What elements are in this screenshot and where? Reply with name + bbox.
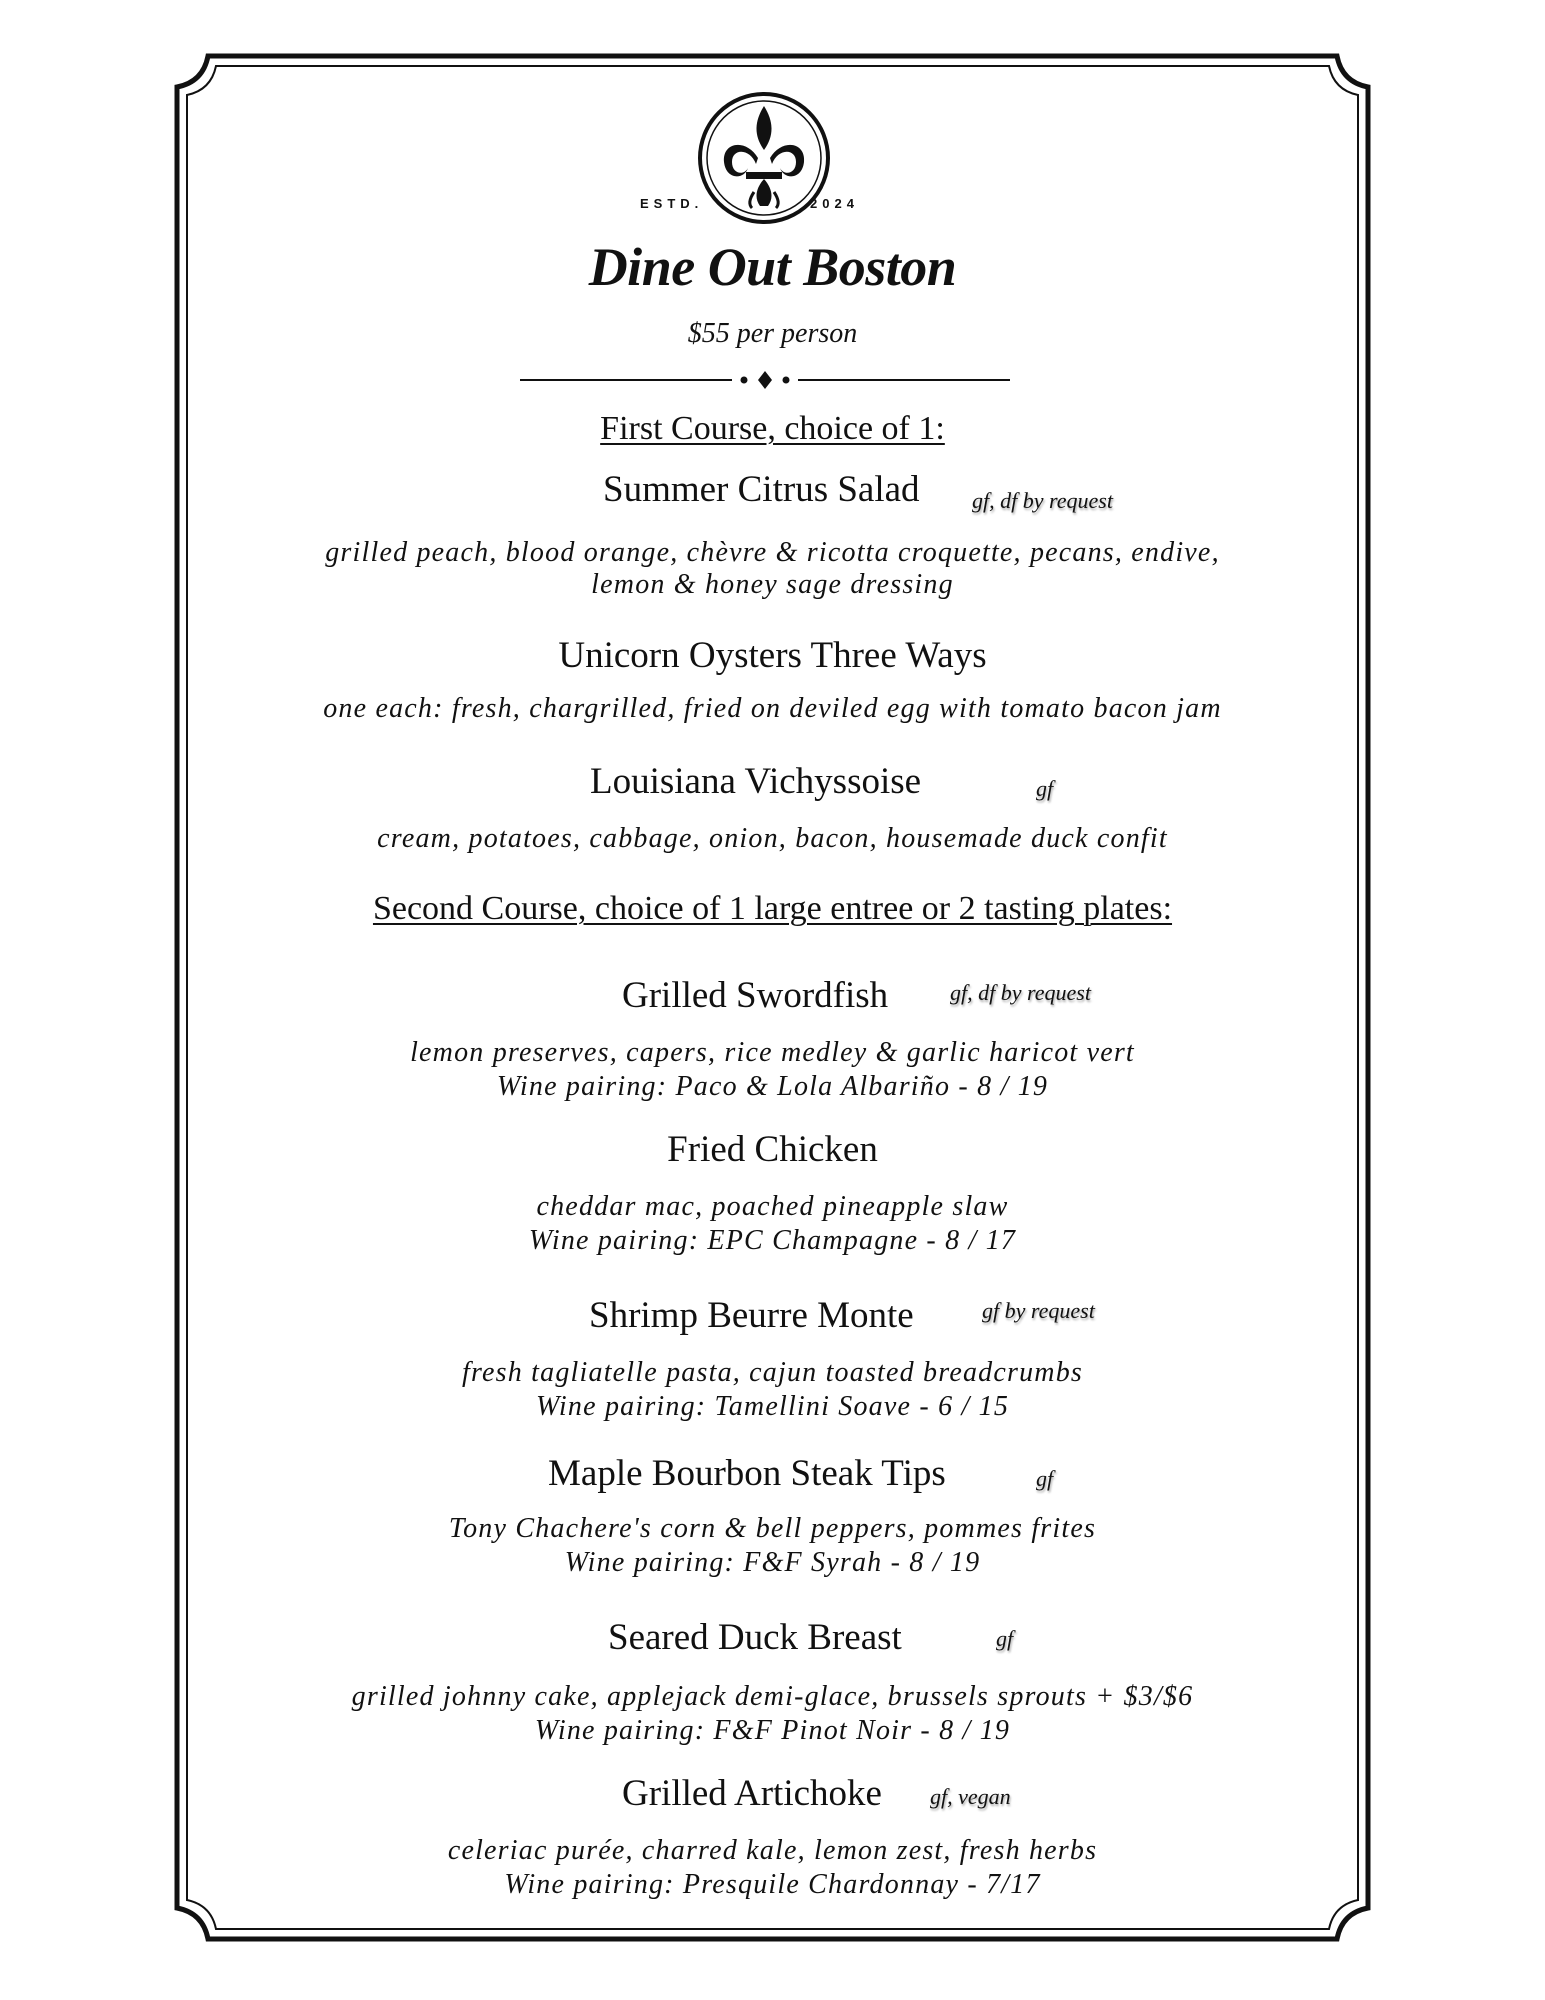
- dish-name: Grilled Artichoke: [622, 1773, 882, 1814]
- first-course-heading: First Course, choice of 1:: [600, 410, 945, 447]
- dish-description: celeriac purée, charred kale, lemon zest, fresh herbs: [447, 1835, 1098, 1866]
- dietary-tag: gf: [1036, 776, 1054, 801]
- wine-pairing: Wine pairing: F&F Syrah - 8 / 19: [564, 1547, 981, 1578]
- dish-description: cheddar mac, poached pineapple slaw: [536, 1191, 1009, 1222]
- dish-description: grilled johnny cake, applejack demi-glace, brussels sprouts + $3/$6: [351, 1681, 1194, 1712]
- dietary-tag: gf by request: [982, 1298, 1095, 1323]
- dish-name: Maple Bourbon Steak Tips: [548, 1453, 946, 1494]
- dish-description: fresh tagliatelle pasta, cajun toasted breadcrumbs: [462, 1357, 1083, 1388]
- dish-description: Tony Chachere's corn & bell peppers, pommes frites: [448, 1513, 1097, 1544]
- wine-pairing: Wine pairing: Tamellini Soave - 6 / 15: [535, 1391, 1010, 1422]
- dish-description: one each: fresh, chargrilled, fried on deviled egg with tomato bacon jam: [323, 693, 1222, 724]
- dietary-tag: gf: [1036, 1466, 1054, 1491]
- dietary-tag: gf, df by request: [972, 488, 1113, 513]
- dietary-tag: gf: [996, 1626, 1014, 1651]
- dietary-tag: gf, vegan: [930, 1784, 1011, 1809]
- ornament-divider: [520, 368, 1010, 392]
- menu-title: Dine Out Boston: [588, 237, 957, 297]
- dish-name: Unicorn Oysters Three Ways: [558, 635, 987, 676]
- dish-name: Summer Citrus Salad: [603, 469, 920, 510]
- established-label: ESTD.: [640, 196, 704, 211]
- second-course-heading: Second Course, choice of 1 large entree or 2 tasting plates:: [372, 890, 1173, 927]
- dish-name: Grilled Swordfish: [622, 975, 889, 1016]
- dish-name: Louisiana Vichyssoise: [590, 761, 922, 802]
- dish-name: Shrimp Beurre Monte: [589, 1295, 914, 1336]
- established-year: 2024: [810, 196, 859, 211]
- dish-name: Seared Duck Breast: [608, 1617, 902, 1658]
- dish-description: lemon & honey sage dressing: [591, 569, 954, 600]
- dish-name: Fried Chicken: [667, 1129, 878, 1170]
- wine-pairing: Wine pairing: Paco & Lola Albariño - 8 / 19: [496, 1071, 1049, 1102]
- wine-pairing: Wine pairing: EPC Champagne - 8 / 17: [528, 1225, 1017, 1256]
- wine-pairing: Wine pairing: F&F Pinot Noir - 8 / 19: [534, 1715, 1011, 1746]
- dish-description: lemon preserves, capers, rice medley & garlic haricot vert: [410, 1037, 1135, 1068]
- wine-pairing: Wine pairing: Presquile Chardonnay - 7/17: [504, 1869, 1041, 1900]
- dish-description: cream, potatoes, cabbage, onion, bacon, housemade duck confit: [377, 823, 1168, 854]
- dish-description: grilled peach, blood orange, chèvre & ricotta croquette, pecans, endive,: [325, 537, 1220, 568]
- menu-price: $55 per person: [687, 318, 858, 349]
- dietary-tag: gf, df by request: [950, 980, 1091, 1005]
